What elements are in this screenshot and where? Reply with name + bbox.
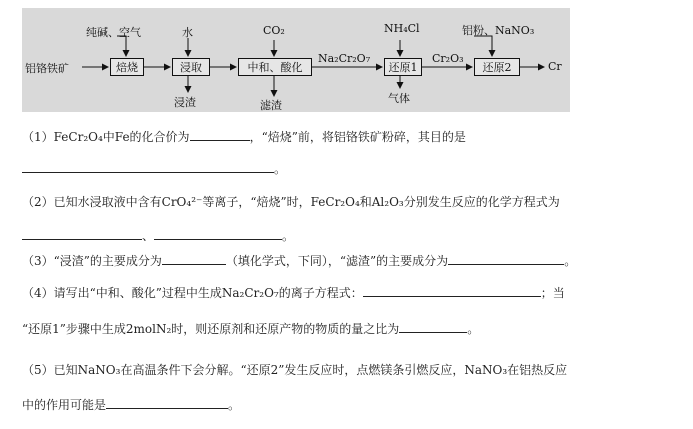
intermediate-na2cr2o7-label: Na₂Cr₂O₇ xyxy=(318,52,371,65)
question-5-period: 。 xyxy=(228,398,241,412)
answer-blank-4a[interactable] xyxy=(363,284,541,297)
product-cr-label: Cr xyxy=(548,60,562,73)
input-roast-label: 纯碱、空气 xyxy=(86,26,141,39)
question-1-line-2 xyxy=(22,160,286,177)
input-neutralize-label: CO₂ xyxy=(263,24,285,37)
answer-blank-2a[interactable] xyxy=(22,227,142,240)
answer-blank-1a[interactable] xyxy=(190,128,250,141)
question-4-line-2 xyxy=(22,320,479,337)
process-flow-diagram xyxy=(22,8,570,112)
question-1-line-1 xyxy=(22,128,466,145)
answer-blank-4b[interactable] xyxy=(399,320,467,333)
step-neutralize-box: 中和、酸化 xyxy=(238,58,312,76)
output-gas-label: 气体 xyxy=(388,92,410,105)
answer-blank-2b[interactable] xyxy=(154,227,282,240)
question-5-text-b: 中的作用可能是 xyxy=(22,398,107,412)
answer-blank-3a[interactable] xyxy=(162,252,226,265)
arrow-input-reduce2 xyxy=(474,36,492,56)
question-2-line-2 xyxy=(22,227,294,244)
question-2-dunhao: 、 xyxy=(142,229,155,243)
answer-blank-1b[interactable] xyxy=(22,160,274,173)
question-1-text-a: （1）FeCr₂O₄中Fe的化合价为 xyxy=(22,130,190,144)
question-2-text: （2）已知水浸取液中含有CrO₄²⁻等离子，“焙烧”时，FeCr₂O₄和Al₂O₃分别发生反应的化学方程式为 xyxy=(22,195,560,209)
question-4-text-c: “还原1”步骤中生成2molN₂时，则还原剂和还原产物的物质的量之比为 xyxy=(22,322,400,336)
flow-start-label: 铝铬铁矿 xyxy=(25,62,69,75)
question-3-text-a: （3）“浸渣”的主要成分为 xyxy=(22,254,162,268)
answer-blank-5[interactable] xyxy=(106,396,228,409)
question-1-period: 。 xyxy=(274,162,287,176)
step-reduce1-box: 还原1 xyxy=(384,58,422,76)
input-reduce1-label: NH₄Cl xyxy=(384,22,420,35)
question-1-text-b: ，“焙烧”前，将铝铬铁矿粉碎，其目的是 xyxy=(249,130,466,144)
question-3-text-b: （填化学式，下同），“滤渣”的主要成分为 xyxy=(225,254,449,268)
question-5-line-1 xyxy=(22,362,567,378)
question-2-line-1 xyxy=(22,194,560,210)
question-3-period: 。 xyxy=(564,254,577,268)
question-3-line xyxy=(22,252,576,269)
output-leach-residue-label: 浸渣 xyxy=(174,96,196,109)
question-4-line-1 xyxy=(22,284,565,301)
step-roast-box: 焙烧 xyxy=(110,58,144,76)
question-2-period: 。 xyxy=(282,229,295,243)
question-4-text-b: ；当 xyxy=(540,286,565,300)
answer-blank-3b[interactable] xyxy=(448,252,564,265)
output-filter-residue-label: 滤渣 xyxy=(260,99,282,112)
step-leach-box: 浸取 xyxy=(172,58,210,76)
intermediate-cr2o3-label: Cr₂O₃ xyxy=(432,52,464,65)
question-4-period: 。 xyxy=(467,322,480,336)
input-leach-label: 水 xyxy=(182,26,193,39)
question-5-text-a: （5）已知NaNO₃在高温条件下会分解。“还原2”发生反应时，点燃镁条引燃反应，NaNO₃在铝热反应 xyxy=(22,363,568,377)
step-reduce2-box: 还原2 xyxy=(474,58,520,76)
input-reduce2-label: 铝粉、NaNO₃ xyxy=(462,24,535,37)
question-4-text-a: （4）请写出“中和、酸化”过程中生成Na₂Cr₂O₇的离子方程式： xyxy=(22,286,363,300)
question-5-line-2 xyxy=(22,396,240,413)
